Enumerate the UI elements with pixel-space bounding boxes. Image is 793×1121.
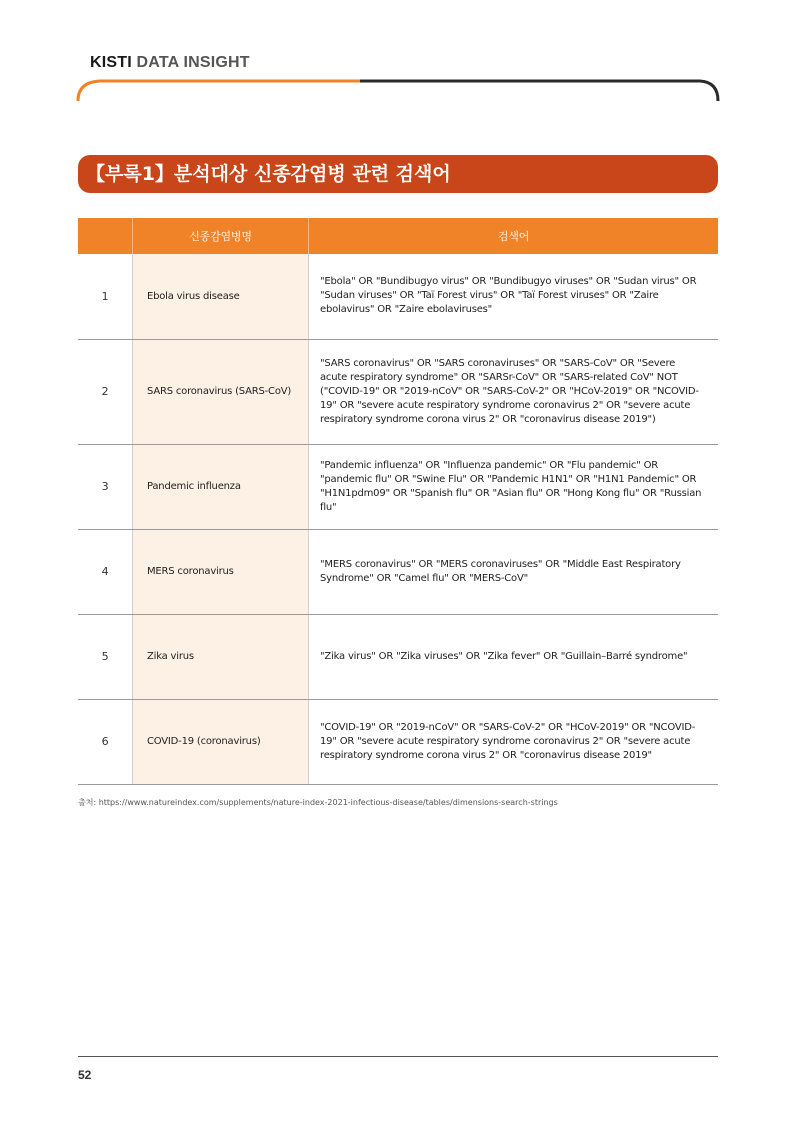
table-row <box>78 614 718 699</box>
row-terms: "Pandemic influenza" OR "Influenza pandemic" OR "Flu pandemic" OR "pandemic flu" OR "Swine Flu" OR "Pandemic H1N1" OR "H1N1 Pandemic" OR "H1N1pdm09" OR "Spanish flu" OR "Asian flu" OR "Hong Kong flu" OR "Russian flu" <box>309 444 719 529</box>
row-number: 3 <box>78 444 133 529</box>
row-number: 2 <box>78 339 133 444</box>
row-terms: "Zika virus" OR "Zika viruses" OR "Zika fever" OR "Guillain–Barré syndrome" <box>309 614 719 699</box>
table-header-row <box>78 218 718 254</box>
row-number: 6 <box>78 699 133 784</box>
row-disease: Pandemic influenza <box>133 444 309 529</box>
page-number: 52 <box>78 1068 92 1082</box>
row-number: 1 <box>78 254 133 339</box>
row-disease: COVID-19 (coronavirus) <box>133 699 309 784</box>
row-disease: SARS coronavirus (SARS-CoV) <box>133 339 309 444</box>
row-terms: "COVID-19" OR "2019-nCoV" OR "SARS-CoV-2" OR "HCoV-2019" OR "NCOVID-19" OR "severe acute respiratory syndrome coronavirus 2" OR "severe acute respiratory syndrome corona virus 2" OR "coronavirus disease 2019" <box>309 699 719 784</box>
source-citation: 출처: https://www.natureindex.com/supplements/nature-index-2021-infectious-disease/tables/dimensions-search-strings <box>78 798 558 807</box>
row-disease: MERS coronavirus <box>133 529 309 614</box>
header-decorative-line <box>0 0 793 110</box>
row-disease: Ebola virus disease <box>133 254 309 339</box>
brand-kisti: KISTI <box>90 54 132 71</box>
search-terms-table <box>78 218 718 785</box>
header-number <box>78 218 133 254</box>
table-row <box>78 254 718 339</box>
footer-divider <box>78 1056 718 1057</box>
row-number: 5 <box>78 614 133 699</box>
table-row <box>78 529 718 614</box>
table-row <box>78 339 718 444</box>
row-disease: Zika virus <box>133 614 309 699</box>
header-disease-name: 신종감염병명 <box>133 218 309 254</box>
row-terms: "Ebola" OR "Bundibugyo virus" OR "Bundibugyo viruses" OR "Sudan virus" OR "Sudan viruses" OR "Taï Forest virus" OR "Taï Forest viruses" OR "Zaire ebolavirus" OR "Zaire ebolaviruses" <box>309 254 719 339</box>
header-search-terms: 검색어 <box>309 218 719 254</box>
table-row <box>78 699 718 784</box>
row-number: 4 <box>78 529 133 614</box>
brand-data-insight: DATA INSIGHT <box>136 54 250 71</box>
table-row <box>78 444 718 529</box>
row-terms: "MERS coronavirus" OR "MERS coronaviruses" OR "Middle East Respiratory Syndrome" OR "Camel flu" OR "MERS-CoV" <box>309 529 719 614</box>
section-title: 【부록1】분석대상 신종감염병 관련 검색어 <box>78 155 718 193</box>
row-terms: "SARS coronavirus" OR "SARS coronaviruses" OR "SARS-CoV" OR "Severe acute respiratory syndrome" OR "SARSr-CoV" OR "SARS-related CoV" NOT ("COVID-19" OR "2019-nCoV" OR "SARS-CoV-2" OR "HCoV-2019" OR "NCOVID-19" OR "severe acute respiratory syndrome coronavirus 2" OR "severe acute respiratory syndrome corona virus 2" OR "coronavirus disease 2019") <box>309 339 719 444</box>
